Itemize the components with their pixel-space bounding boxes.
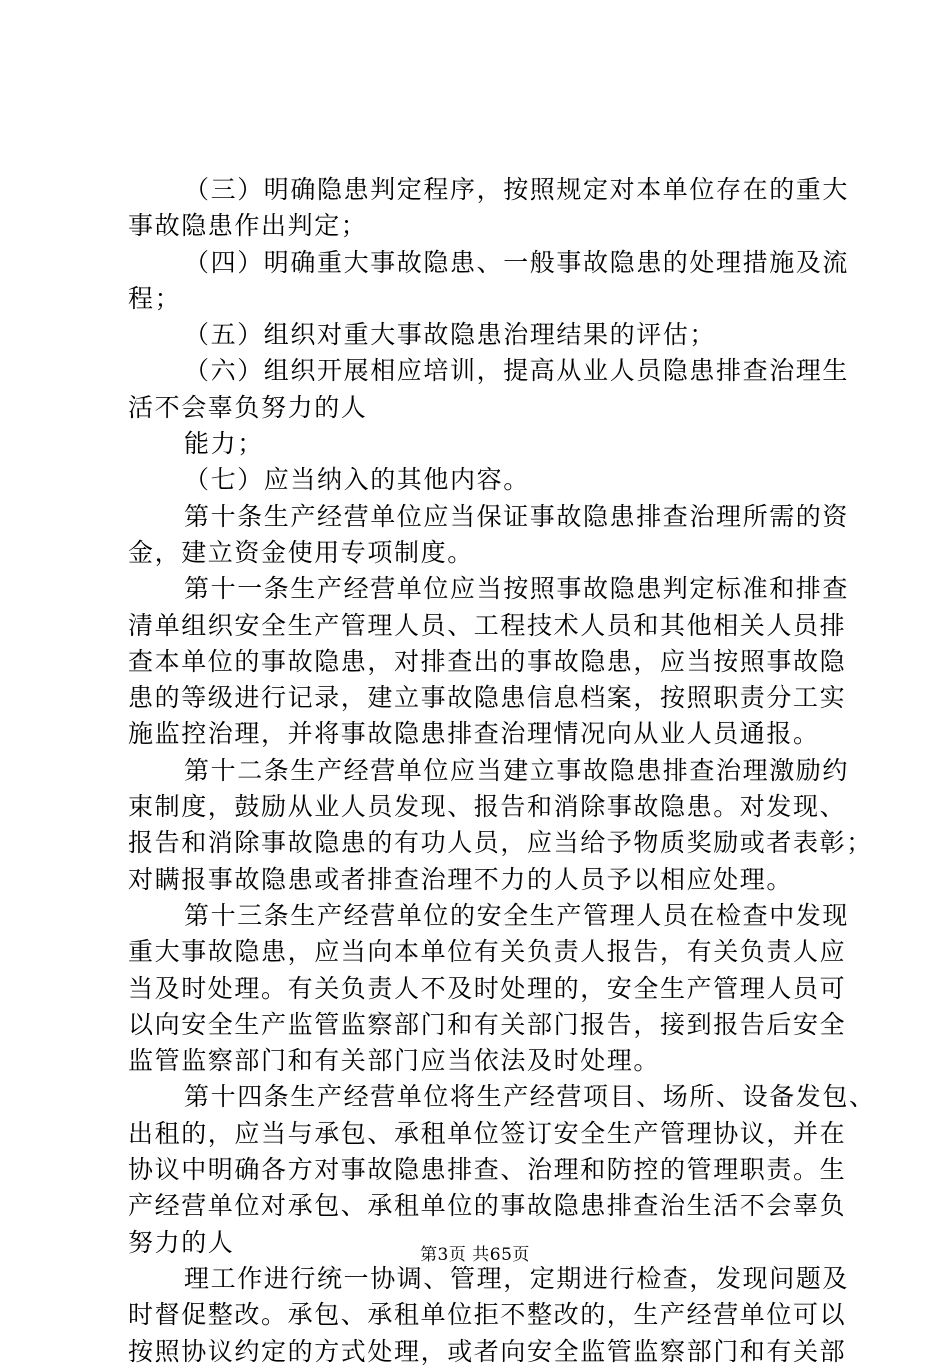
text-line: （七）应当纳入的其他内容。 [184, 465, 530, 495]
page-footer: 第3页 共65页 [420, 1245, 530, 1265]
text-line: 患的等级进行记录，建立事故隐患信息档案，按照职责分工实 [128, 683, 847, 713]
text-line: 当及时处理。有关负责人不及时处理的，安全生产管理人员可 [128, 973, 847, 1003]
text-line: （六）组织开展相应培训，提高从业人员隐患排查治理生 [184, 356, 850, 386]
text-line: 出租的，应当与承包、承租单位签订安全生产管理协议，并在 [128, 1118, 847, 1148]
text-line: 产经营单位对承包、承租单位的事故隐患排查治生活不会辜负 [128, 1191, 847, 1221]
text-line: 事故隐患作出判定； [128, 211, 368, 241]
text-line: 努力的人 [128, 1227, 235, 1257]
text-line: 第十一条生产经营单位应当按照事故隐患判定标准和排查 [184, 574, 850, 604]
text-line: （五）组织对重大事故隐患治理结果的评估； [184, 320, 717, 350]
text-line: 第十三条生产经营单位的安全生产管理人员在检查中发现 [184, 900, 850, 930]
body-text [128, 172, 876, 1370]
text-line: 活不会辜负努力的人 [128, 392, 368, 422]
text-line: 束制度，鼓励从业人员发现、报告和消除事故隐患。对发现、 [128, 792, 847, 822]
text-line: 以向安全生产监管监察部门和有关部门报告，接到报告后安全 [128, 1009, 847, 1039]
text-line: 查本单位的事故隐患，对排查出的事故隐患，应当按照事故隐 [128, 646, 847, 676]
text-line: 报告和消除事故隐患的有功人员，应当给予物质奖励或者表彰； [128, 828, 873, 858]
text-line: 理工作进行统一协调、管理，定期进行检查，发现问题及 [184, 1263, 850, 1293]
text-line: 第十条生产经营单位应当保证事故隐患排查治理所需的资 [184, 501, 850, 531]
text-line: 金，建立资金使用专项制度。 [128, 537, 474, 567]
text-line: 第十二条生产经营单位应当建立事故隐患排查治理激励约 [184, 755, 850, 785]
text-line: 第十四条生产经营单位将生产经营项目、场所、设备发包、 [184, 1082, 876, 1112]
text-line: （三）明确隐患判定程序，按照规定对本单位存在的重大 [184, 175, 850, 204]
text-line: 时督促整改。承包、承租单位拒不整改的，生产经营单位可以 [128, 1300, 847, 1330]
text-line: 按照协议约定的方式处理，或者向安全监管监察部门和有关部 [128, 1336, 847, 1366]
text-line: 施监控治理，并将事故隐患排查治理情况向从业人员通报。 [128, 719, 820, 749]
text-line: 协议中明确各方对事故隐患排查、治理和防控的管理职责。生 [128, 1155, 847, 1185]
text-line: （四）明确重大事故隐患、一般事故隐患的处理措施及流 [184, 247, 850, 277]
text-line: 监管监察部门和有关部门应当依法及时处理。 [128, 1046, 661, 1076]
text-line: 重大事故隐患，应当向本单位有关负责人报告，有关负责人应 [128, 937, 847, 967]
text-line: 清单组织安全生产管理人员、工程技术人员和其他相关人员排 [128, 610, 847, 640]
text-line: 程； [128, 283, 182, 313]
text-line: 对瞒报事故隐患或者排查治理不力的人员予以相应处理。 [128, 864, 794, 894]
text-line: 能力； [184, 429, 264, 459]
